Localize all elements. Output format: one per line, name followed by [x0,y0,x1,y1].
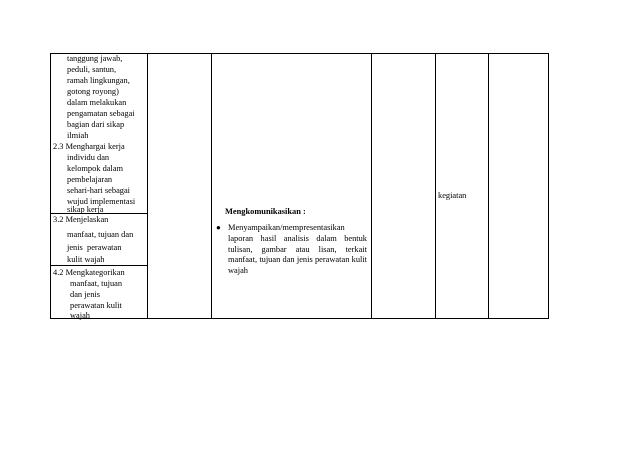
text-line: bagian dari sikap [67,120,125,129]
column-divider [211,54,212,318]
text-line: gotong royong) [67,87,119,96]
text-line: sikap kerja [67,205,104,214]
column-divider [371,54,372,318]
text-line: ilmiah [67,131,89,140]
text-line: peduli, santun, [67,65,117,74]
text-line: wujud implementasi [67,197,136,206]
text-line: pengamatan sebagai [67,109,135,118]
text-line: individu dan [67,153,110,162]
text-line: dalam melakukan [67,98,127,107]
lesson-plan-table [50,53,549,319]
text-line: kelompok dalam [67,164,124,173]
column-divider [435,54,436,318]
competency-heading: 4.2 Mengkategorikan [53,268,125,277]
activity-heading: Mengkomunikasikan : [225,207,306,216]
text-line: jenis perawatan [67,243,122,252]
text-line: sehari-hari sebagai [67,186,131,195]
competency-heading: 2.3 Menghargai kerja [53,142,125,151]
column-divider [488,54,489,318]
text-line: kulit wajah [67,255,105,264]
activity-note: kegiatan [438,191,467,200]
bullet-icon: ● [216,223,221,232]
competency-heading: 3.2 Menjelaskan [53,215,109,224]
activity-description: Menyampaikan/mempresentasikan laporan hasil analisis dalam bentuk tulisan, gambar atau lisan, terkait manfaat, tujuan dan jenis perawatan kulit wajah [228,223,367,276]
text-line: perawatan kulit [70,301,122,310]
text-line: wajah [70,311,90,320]
text-line: tanggung jawab, [67,54,123,63]
text-line: ramah lingkungan, [67,76,130,85]
column-divider [147,54,148,318]
text-line: manfaat, tujuan [70,279,123,288]
text-line: manfaat, tujuan dan [67,230,134,239]
text-line: dan jenis [70,290,101,299]
text-line: pembelajaran [67,175,113,184]
